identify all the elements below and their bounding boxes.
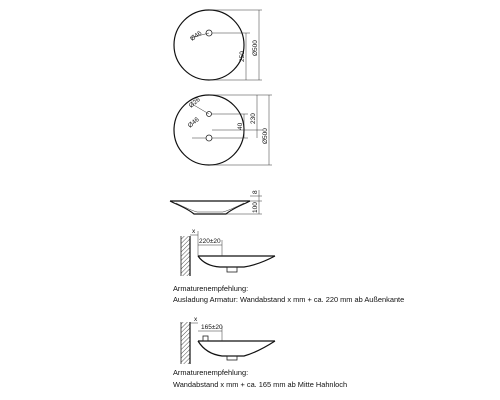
basin-inner xyxy=(176,203,244,212)
drain xyxy=(227,267,237,272)
recommendation-text-1: Ausladung Armatur: Wandabstand x mm + ca. 220 mm ab Außenkante xyxy=(173,295,405,304)
dim-220-label: 220±20 xyxy=(199,238,221,245)
recommendation-heading-1: Armaturenempfehlung: xyxy=(173,284,249,293)
dim-165-label: 165±20 xyxy=(201,324,223,331)
basin-section xyxy=(198,341,275,356)
basin-section xyxy=(198,256,275,267)
rim-8-label: 8 xyxy=(252,190,259,194)
wall xyxy=(181,236,190,276)
wall xyxy=(181,322,190,364)
height-230-label: 230 xyxy=(250,113,257,124)
hole-diameter-label: Ø46 xyxy=(186,116,201,130)
x-label: x xyxy=(194,316,198,323)
basin-outline xyxy=(174,10,244,80)
x-label: x xyxy=(192,228,196,235)
top-view-tap-hole xyxy=(174,10,262,80)
depth-100-label: 100 xyxy=(252,202,259,213)
tap-hole xyxy=(206,135,212,141)
installation-drawing-2 xyxy=(181,316,275,364)
hole-diameter-label: Ø46 xyxy=(189,29,204,43)
top-view-overflow xyxy=(174,95,272,165)
side-profile xyxy=(170,190,262,214)
overflow-diameter-label: Ø26 xyxy=(187,96,202,110)
offset-40-label: 40 xyxy=(237,122,244,130)
recommendation-text-2: Wandabstand x mm + ca. 165 mm ab Mitte Hahnloch xyxy=(173,380,348,389)
installation-drawing-1 xyxy=(181,228,275,276)
diameter-500-label: Ø500 xyxy=(262,128,269,144)
recommendation-heading-2: Armaturenempfehlung: xyxy=(173,368,249,377)
diameter-500-label: Ø500 xyxy=(252,40,259,56)
tap-hole xyxy=(203,336,208,341)
height-250-label: 250 xyxy=(239,51,246,62)
